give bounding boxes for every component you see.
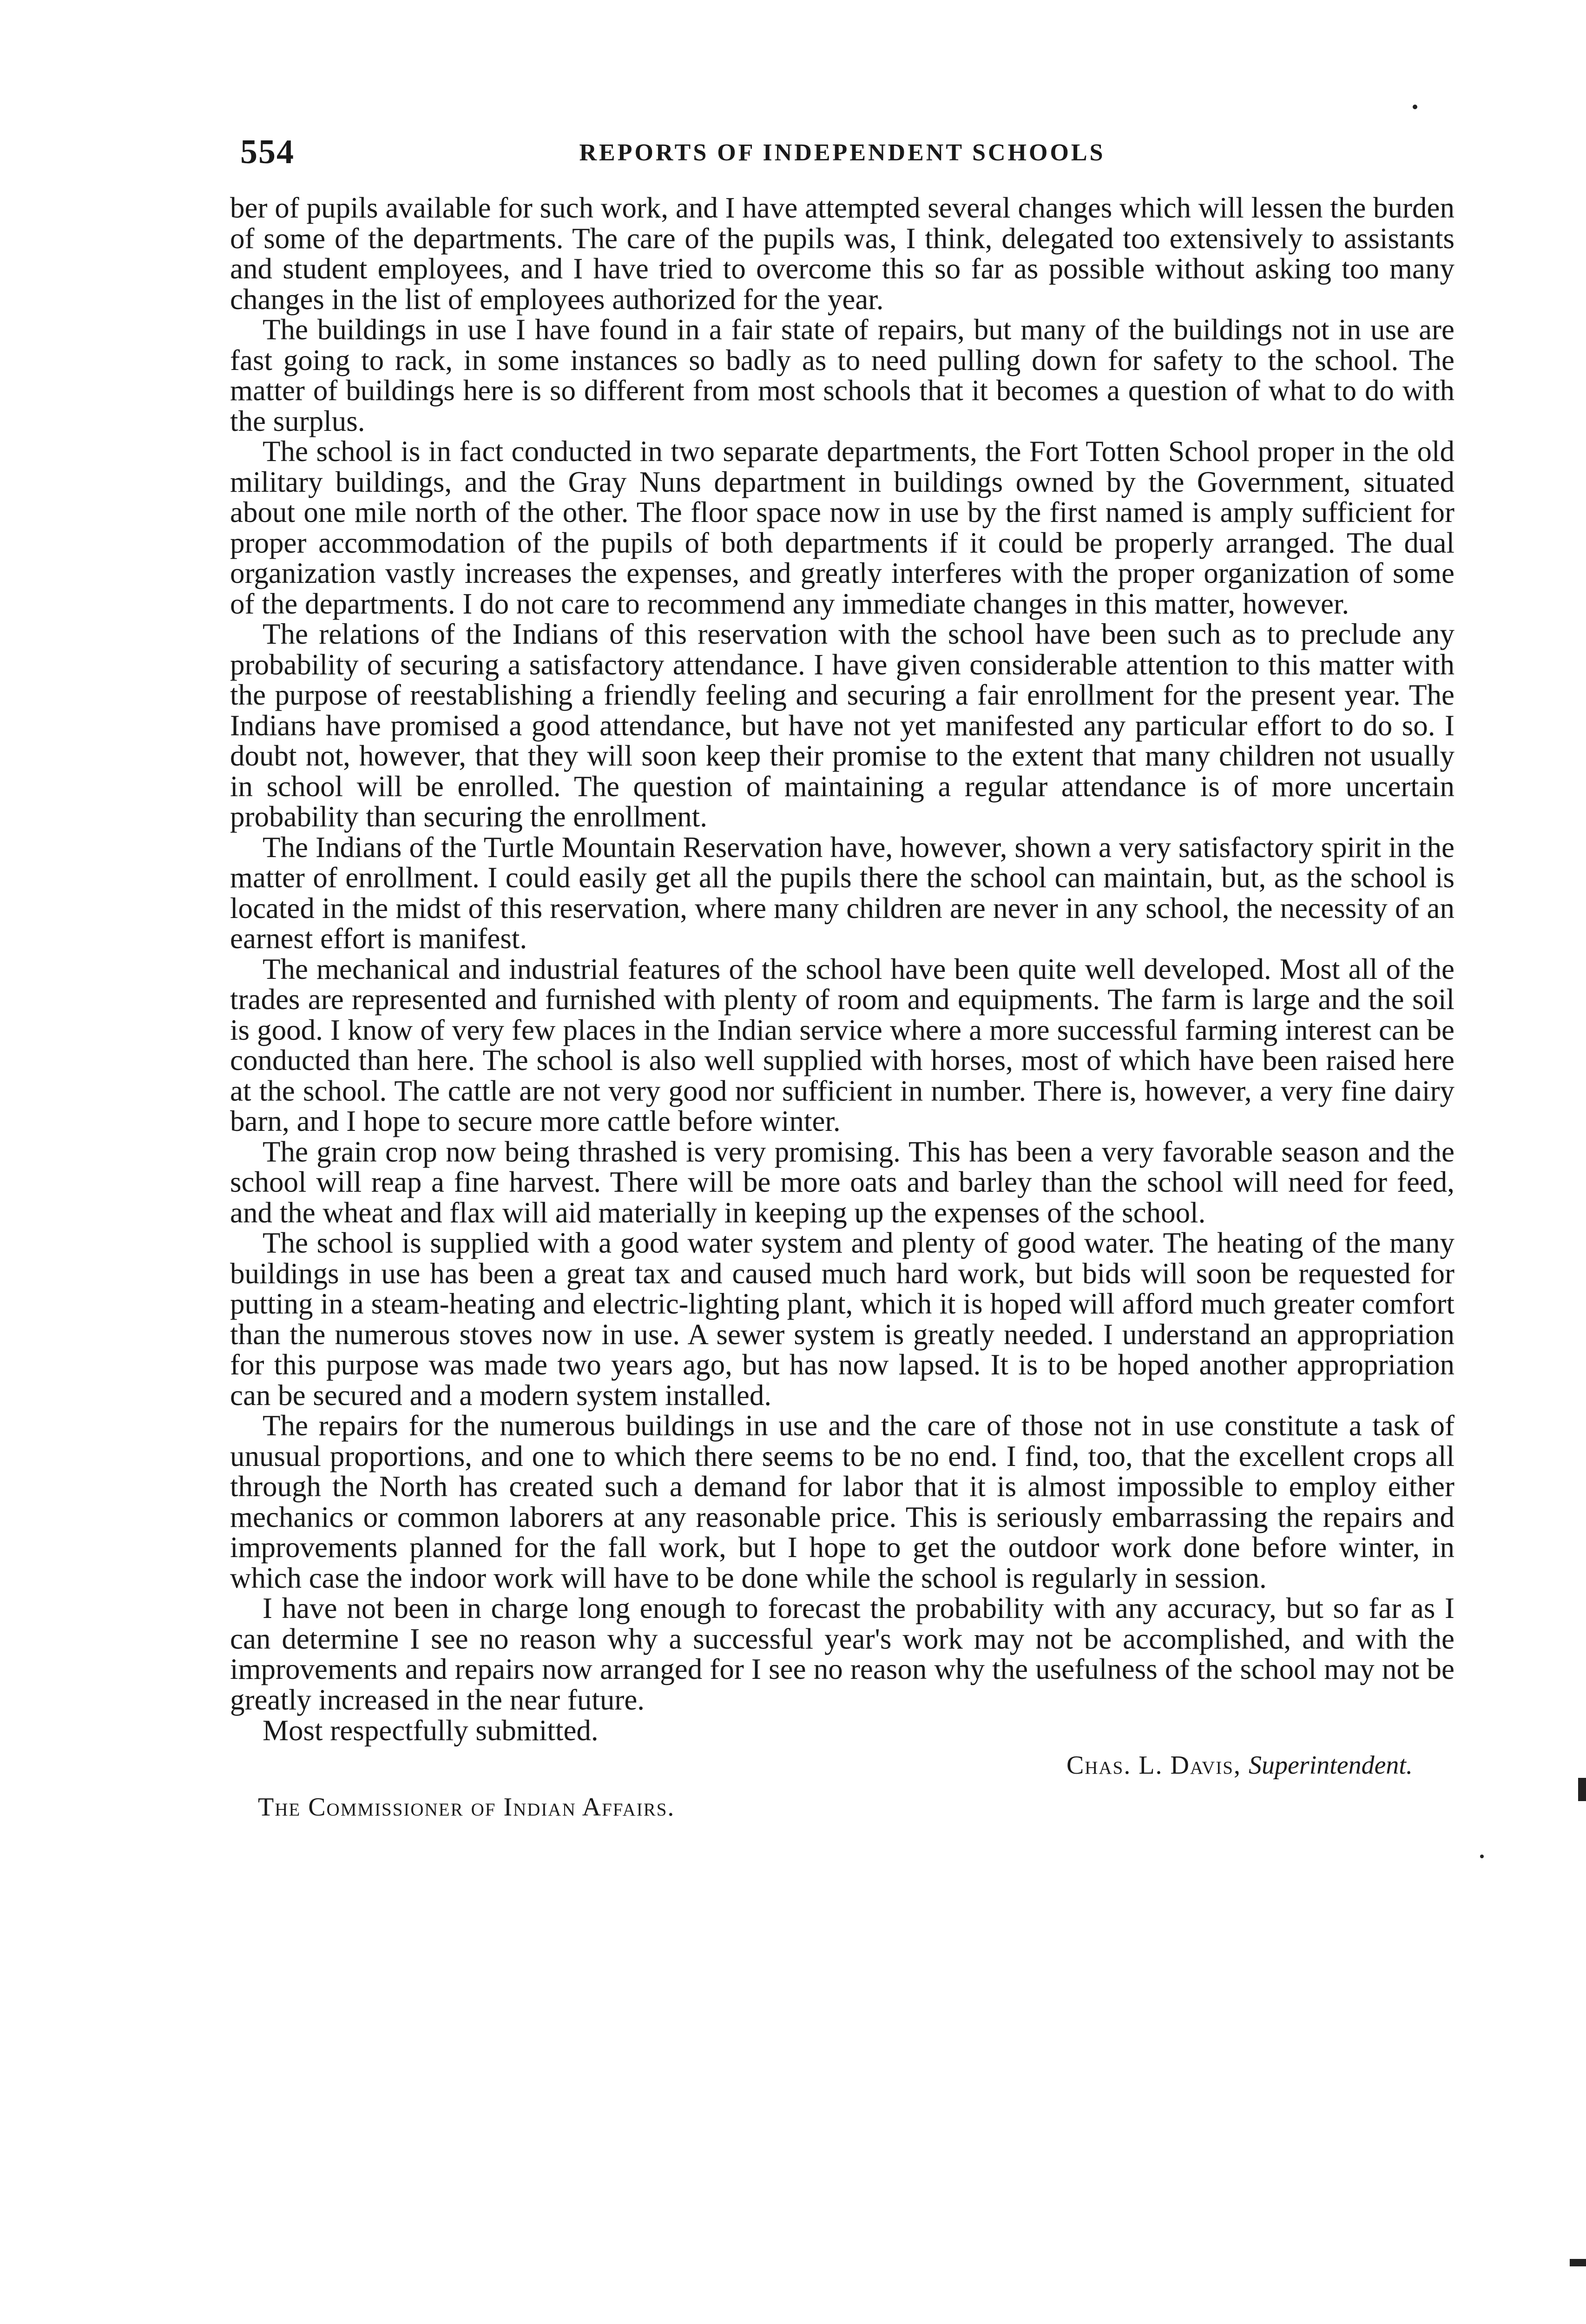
scan-mark-right-lower: [1570, 2259, 1586, 2266]
addressee: The Commissioner of Indian Affairs.: [258, 1793, 675, 1822]
scan-mark-right: [1578, 1778, 1586, 1801]
paragraph-grain-crop: The grain crop now being thrashed is very promising. This has been a very favorable season and the school will reap a fine harvest. There will be more oats and barley than the school will need for feed, and the wheat and flax will aid materially in keeping up the expenses of the school.: [230, 1135, 1454, 1229]
signature-title: Superintendent.: [1248, 1751, 1413, 1780]
paragraph-forecast: I have not been in charge long enough to forecast the probability with any accuracy, but so far as I can determine I see no reason why a successful year's work may not be accomplished, and with the improvements and repairs now arranged for I see no reason why the usefulness of the school may not be greatly increased in the near future.: [230, 1592, 1454, 1716]
paragraph-buildings: The buildings in use I have found in a fair state of repairs, but many of the buildings not in use are fast going to rack, in some instances so badly as to need pulling down for safety to the school. The matter of buildings here is so different from most schools that it becomes a question of what to do with the surplus.: [230, 313, 1454, 437]
paragraph-departments: The school is in fact conducted in two separate departments, the Fort Totten School proper in the old military buildings, and the Gray Nuns department in buildings owned by the Government, situated about one mile north of the other. The floor space now in use by the first named is amply sufficient for proper accommodation of the pupils of both departments if it could be properly arranged. The dual organization vastly increases the expenses, and greatly interferes with the proper organization of some of the departments. I do not care to recommend any immediate changes in this matter, however.: [230, 435, 1454, 620]
paragraph-attendance: The relations of the Indians of this reservation with the school have been such as to preclude any probability of securing a satisfactory attendance. I have given considerable attention to this matter with the purpose of reestablishing a friendly feeling and securing a fair enrollment for the present year. The Indians have promised a good attendance, but have not yet manifested any particular effort to do so. I doubt not, however, that they will soon keep their promise to the extent that many children not usually in school will be enrolled. The question of maintaining a regular attendance is of more uncertain probability than securing the enrollment.: [230, 618, 1454, 833]
running-head: REPORTS OF INDEPENDENT SCHOOLS: [579, 139, 1106, 166]
page-header: [230, 132, 1454, 184]
signature-name: Chas. L. Davis,: [1066, 1751, 1241, 1780]
paragraph-repairs: The repairs for the numerous buildings in use and the care of those not in use constitute a task of unusual proportions, and one to which there seems to be no end. I find, too, that the excellent crops all through the North has created such a demand for labor that it is almost impossible to employ either mechanics or common laborers at any reasonable price. This is seriously embarrassing the repairs and improvements planned for the fall work, but I hope to get the outdoor work done before winter, in which case the indoor work will have to be done while the school is regularly in session.: [230, 1409, 1454, 1594]
paragraph-turtle-mountain: The Indians of the Turtle Mountain Reservation have, however, shown a very satisfactory spirit in the matter of enrollment. I could easily get all the pupils there the school can maintain, but, as the school is located in the midst of this reservation, where many children are never in any school, the necessity of an earnest effort is manifest.: [230, 831, 1454, 955]
document-page: [230, 132, 1454, 1822]
closing-line: Most respectfully submitted.: [263, 1714, 599, 1747]
report-body: [230, 193, 1454, 1715]
page-number: 554: [240, 133, 295, 171]
scan-speck-right: [1480, 1855, 1484, 1858]
paragraph-continuation: ber of pupils available for such work, and I have attempted several changes which will lessen the burden of some of the departments. The care of the pupils was, I think, delegated too extensively to assistants and student employees, and I have tried to overcome this so far as possible without asking too many changes in the list of employees authorized for the year.: [230, 191, 1454, 316]
paragraph-industrial: The mechanical and industrial features of the school have been quite well developed. Most all of the trades are represented and furnished with plenty of room and equipments. The farm is large and the soil is good. I know of very few places in the Indian service where a more successful farming interest can be conducted than here. The school is also well supplied with horses, most of which have been raised here at the school. The cattle are not very good nor sufficient in number. There is, however, a very fine dairy barn, and I hope to secure more cattle before winter.: [230, 952, 1454, 1137]
signature: [230, 1750, 1454, 1780]
paragraph-water-system: The school is supplied with a good water system and plenty of good water. The heating of the many buildings in use has been a great tax and caused much hard work, but bids will soon be requested for putting in a steam-heating and electric-lighting plant, which it is hoped will afford much greater comfort than the numerous stoves now in use. A sewer system is greatly needed. I understand an appropriation for this purpose was made two years ago, but has now lapsed. It is to be hoped another appropriation can be secured and a modern system installed.: [230, 1227, 1454, 1412]
scan-speck-top: [1413, 105, 1417, 109]
